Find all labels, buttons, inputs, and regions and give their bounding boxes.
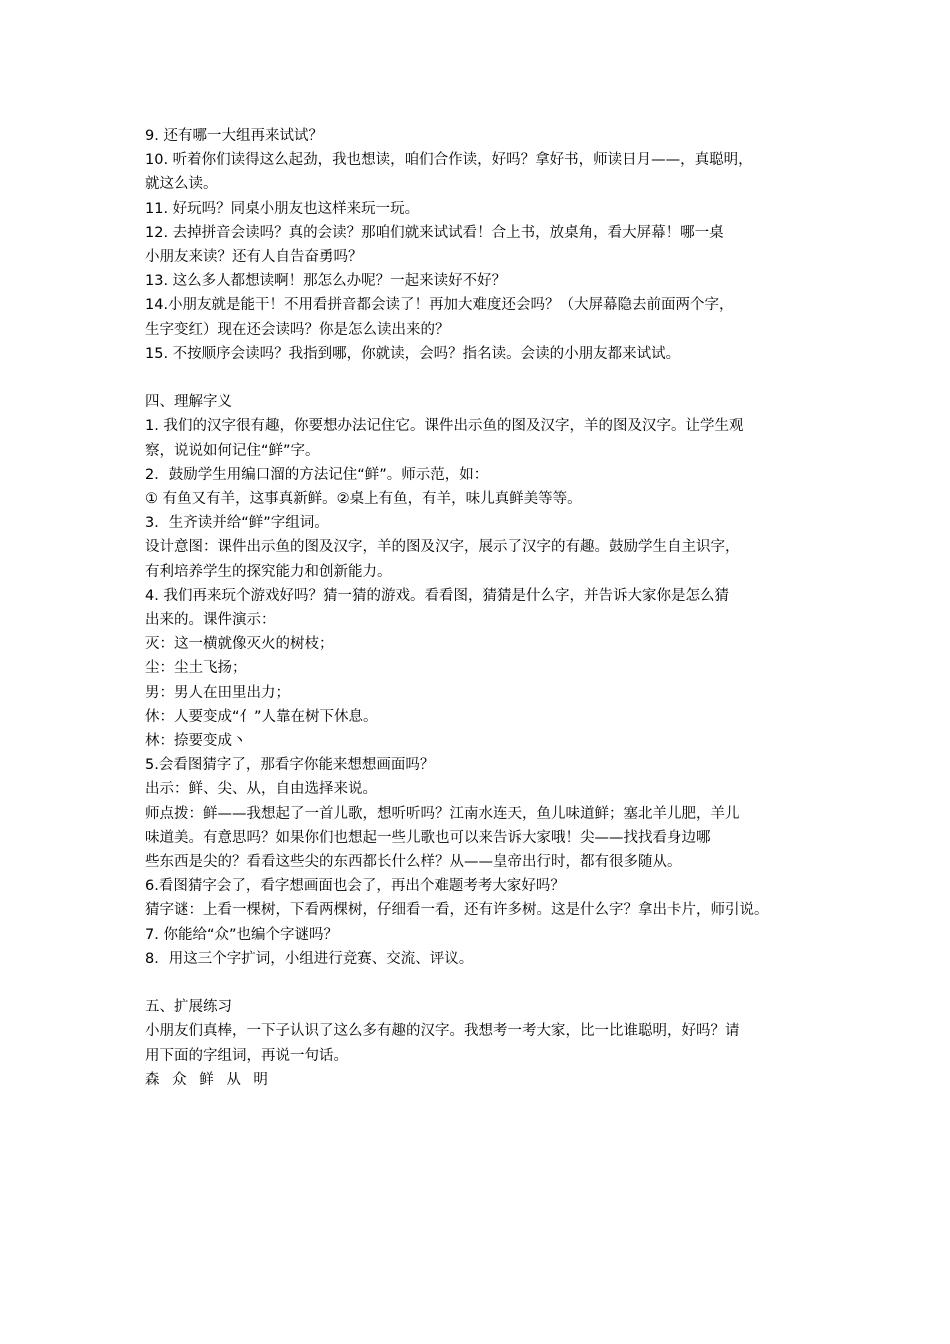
paragraph-gap (145, 971, 825, 995)
text-line: 些东西是尖的？看看这些尖的东西都长什么样？从——皇帝出行时，都有很多随从。 (145, 854, 682, 871)
list-item: 9. 还有哪一大组再来试试？ (145, 128, 323, 144)
text-line: 小朋友们真棒，一下子认识了这么多有趣的汉字。我想考一考大家，比一比谁聪明，好吗？请 (145, 1023, 740, 1040)
text-line: 用下面的字组词，再说一句话。 (145, 1047, 348, 1064)
text-line: 灭：这一横就像灭火的树枝； (145, 636, 334, 653)
text-line: 休：人要变成“亻”人靠在树下休息。 (145, 708, 378, 725)
text-line: 8．用这三个字扩词，小组进行竞赛、交流、评议。 (145, 950, 474, 967)
section-heading: 四、理解字义 (145, 394, 232, 411)
text-line: 林：捺要变成丶 (145, 733, 247, 750)
text-line: 7. 你能给“众”也编个字谜吗？ (145, 926, 338, 943)
section-extension-practice (145, 995, 825, 1092)
text-line: 出示：鲜、尖、从，自由选择来说。 (145, 781, 377, 798)
text-line: 味道美。有意思吗？如果你们也想起一些儿歌也可以来告诉大家哦！尖——找找看身边哪 (145, 829, 711, 846)
section-heading: 五、扩展练习 (145, 999, 232, 1016)
text-line: 尘：尘土飞扬； (145, 660, 247, 677)
practice-characters: 森 众 鲜 从 明 (145, 1071, 272, 1088)
text-line: 察，说说如何记住“鲜”字。 (145, 442, 320, 459)
text-line: 6.看图猜字会了，看字想画面也会了，再出个难题考考大家好吗？ (145, 878, 565, 895)
list-item: 12. 去掉拼音会读吗？真的会读？那咱们就来试试看！合上书，放桌角，看大屏幕！哪一桌 (145, 224, 724, 241)
text-line: 猜字谜：上看一棵树，下看两棵树，仔细看一看，还有许多树。这是什么字？拿出卡片，师引说。 (145, 902, 769, 919)
text-line: ① 有鱼又有羊，这事真新鲜。②桌上有鱼，有羊，味儿真鲜美等等。 (145, 491, 582, 508)
text-line: 有利培养学生的探究能力和创新能力。 (145, 563, 392, 580)
list-item: 13. 这么多人都想读啊！那怎么办呢？一起来读好不好？ (145, 273, 507, 290)
text-line: 师点拨：鲜——我想起了一首儿歌，想听听吗？江南水连天，鱼儿味道鲜；塞北羊儿肥，羊儿 (145, 805, 740, 822)
text-line: 2．鼓励学生用编口溜的方法记住“鲜”。师示范，如： (145, 466, 489, 483)
list-item: 11. 好玩吗？同桌小朋友也这样来玩一玩。 (145, 200, 420, 217)
text-line: 出来的。课件演示： (145, 612, 276, 629)
paragraph-gap (145, 366, 825, 390)
list-item: 小朋友来读？还有人自告奋勇吗？ (145, 249, 363, 266)
section-understand-meaning (145, 390, 825, 971)
text-line: 5.会看图猜字了，那看字你能来想想画面吗？ (145, 757, 435, 774)
list-item: 15. 不按顺序会读吗？我指到哪，你就读，会吗？指名读。会读的小朋友都来试试。 (145, 345, 681, 362)
reading-items-list (145, 124, 825, 366)
text-line: 3．生齐读并给“鲜”字组词。 (145, 515, 329, 532)
list-item: 就这么读。 (145, 176, 218, 193)
list-item: 14.小朋友就是能干！不用看拼音都会读了！再加大难度还会吗？（大屏幕隐去前面两个字， (145, 297, 734, 314)
list-item: 生字变红）现在还会读吗？你是怎么读出来的？ (145, 321, 450, 338)
text-line: 4. 我们再来玩个游戏好吗？猜一猜的游戏。看看图，猜猜是什么字，并告诉大家你是怎么猜 (145, 587, 729, 604)
text-line: 1. 我们的汉字很有趣，你要想办法记住它。课件出示鱼的图及汉字，羊的图及汉字。让学生观 (145, 418, 744, 435)
text-line: 设计意图：课件出示鱼的图及汉字，羊的图及汉字，展示了汉字的有趣。鼓励学生自主识字， (145, 539, 740, 556)
text-line: 男：男人在田里出力； (145, 684, 290, 701)
list-item: 10. 听着你们读得这么起劲，我也想读，咱们合作读，好吗？拿好书，师读日月——，真聪明， (145, 152, 753, 169)
document-page (145, 124, 825, 1092)
